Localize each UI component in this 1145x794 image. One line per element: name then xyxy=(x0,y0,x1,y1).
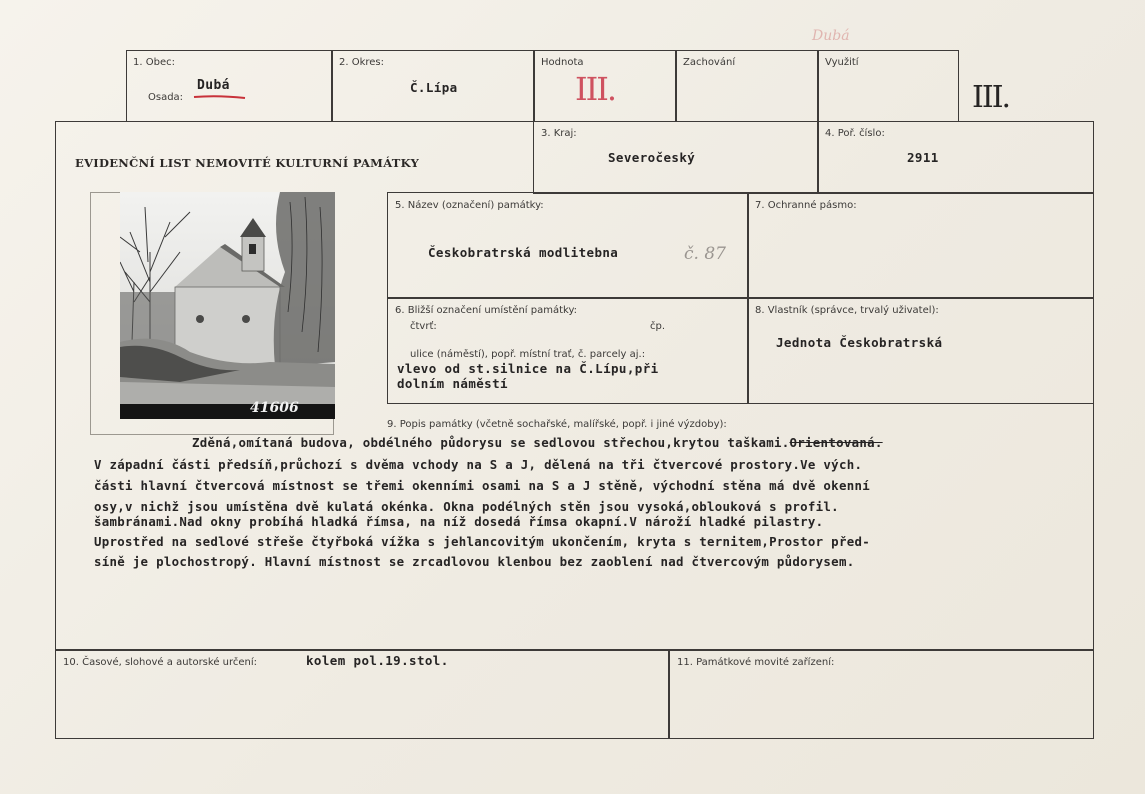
popis-line-1-struck: Orientovaná. xyxy=(789,435,883,450)
hodnota-value: III. xyxy=(575,70,616,108)
ulice-line2: dolním náměstí xyxy=(397,376,508,391)
kraj-label: 3. Kraj: xyxy=(541,128,577,139)
popis-line-6: Uprostřed na sedlové střeše čtyřboká vížka s jehlancovitým ukončením, kryta s ternitem,Prostor před- xyxy=(94,534,870,549)
hodnota-label: Hodnota xyxy=(541,57,584,68)
popis-line-7: síně je plochostropý. Hlavní místnost se zrcadlovou klenbou bez zaoblení nad čtvercovým půdorysem. xyxy=(94,554,855,569)
popis-label: 9. Popis památky (včetně sochařské, malířské, popř. i jiné výzdoby): xyxy=(387,419,727,430)
photo-number: 41606 xyxy=(250,400,299,416)
popis-line-2: V západní části předsíň,průchozí s dvěma vchody na S a J, dělená na tři čtvercové prostory.Ve vých. xyxy=(94,457,863,472)
zachovani-label: Zachování xyxy=(683,57,736,68)
popis-line-1-text: Zděná,omítaná budova, obdélného půdorysu se sedlovou střechou,krytou taškami. xyxy=(192,435,790,450)
church-photo xyxy=(120,192,335,419)
popis-line-5: šambránami.Nad okny probíhá hladká římsa, na níž dosedá římsa okapní.V nároží hladké pilastry. xyxy=(94,514,824,529)
nazev-note: č. 87 xyxy=(684,244,726,264)
por-cislo-label: 4. Poř. číslo: xyxy=(825,128,885,139)
vlastnik-label: 8. Vlastník (správce, trvalý uživatel): xyxy=(755,305,939,316)
blizsi-label: 6. Bližší označení umístění památky: xyxy=(395,305,578,316)
popis-line-1 xyxy=(192,435,883,450)
casove-label: 10. Časové, slohové a autorské určení: xyxy=(63,657,258,668)
movite-label: 11. Památkové movité zařízení: xyxy=(677,657,835,668)
ctvrt-label: čtvrť: xyxy=(410,321,437,332)
ulice-label: ulice (náměstí), popř. místní trať, č. parcely aj.: xyxy=(410,349,646,360)
corner-mark: III. xyxy=(972,80,1010,115)
okres-label: 2. Okres: xyxy=(339,57,385,68)
vlastnik-value: Jednota Českobratrská xyxy=(776,335,943,350)
popis-line-4: osy,v nichž jsou umístěna dvě kulatá okénka. Okna podélných stěn jsou vysoká,oblouková s profil. xyxy=(94,499,839,514)
por-cislo-value: 2911 xyxy=(907,150,939,165)
obec-label: 1. Obec: xyxy=(133,57,175,68)
vyuziti-label: Využití xyxy=(825,57,859,68)
okres-value: Č.Lípa xyxy=(410,80,458,95)
top-pencil-note: Dubá xyxy=(812,28,850,44)
ulice-line1: vlevo od st.silnice na Č.Lípu,při xyxy=(397,361,659,376)
casove-value: kolem pol.19.stol. xyxy=(306,653,449,668)
popis-line-3: části hlavní čtvercová místnost se třemi okenními osami na S a J stěně, východní stěna má dvě okenní xyxy=(94,478,870,493)
kraj-value: Severočeský xyxy=(608,150,696,165)
osada-value: Dubá xyxy=(197,78,230,93)
osada-label: Osada: xyxy=(148,92,184,103)
cp-label: čp. xyxy=(650,321,666,332)
nazev-label: 5. Název (označení) památky: xyxy=(395,200,544,211)
document-title: EVIDENČNÍ LIST NEMOVITÉ KULTURNÍ PAMÁTKY xyxy=(75,156,420,170)
nazev-value: Českobratrská modlitebna xyxy=(428,245,619,260)
ochranne-label: 7. Ochranné pásmo: xyxy=(755,200,857,211)
red-underline xyxy=(193,94,247,100)
